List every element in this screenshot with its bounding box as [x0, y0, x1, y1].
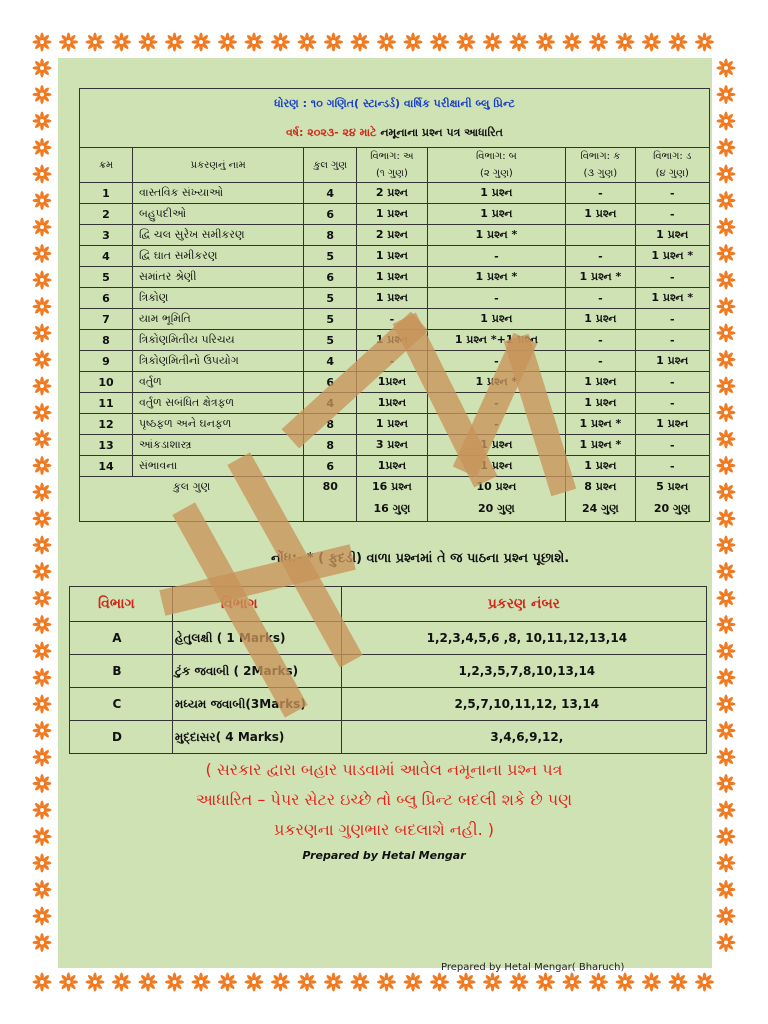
flower-ornament — [86, 33, 105, 52]
row-b: 1 પ્રશ્ન — [427, 204, 566, 225]
table-row — [80, 204, 710, 225]
row-chapter: વર્તુળ — [133, 372, 304, 393]
row-d: 1 પ્રશ્ન * — [635, 288, 709, 309]
flower-ornament — [717, 721, 736, 740]
row-no: 2 — [80, 204, 133, 225]
disclaimer-line-2: આધારિત – પેપર સેટર ઇચ્છે તો બ્લુ પ્રિન્ટ બદલી શકે છે પણ — [195, 790, 573, 809]
section-row — [70, 688, 707, 721]
flower-ornament — [33, 165, 52, 184]
flower-ornament — [717, 456, 736, 475]
row-total: 5 — [304, 288, 357, 309]
row-b: 1 પ્રશ્ન *+1 પ્રશ્ન — [427, 330, 566, 351]
flower-ornament — [536, 973, 555, 992]
flower-ornament — [717, 112, 736, 131]
row-d: - — [635, 393, 709, 414]
flower-ornament — [695, 973, 714, 992]
flower-ornament — [717, 907, 736, 926]
row-d: 1 પ્રશ્ન — [635, 225, 709, 246]
row-d: - — [635, 204, 709, 225]
row-c: - — [566, 183, 635, 204]
flower-ornament — [377, 33, 396, 52]
flower-ornament — [324, 973, 343, 992]
flower-ornament — [139, 33, 158, 52]
flower-ornament — [112, 33, 131, 52]
footer-credit: Prepared by Hetal Mengar( Bharuch) — [441, 962, 625, 973]
table-row — [80, 246, 710, 267]
flower-ornament — [33, 112, 52, 131]
flower-ornament — [192, 973, 211, 992]
section-row — [70, 721, 707, 754]
flower-ornament — [59, 973, 78, 992]
row-a: 3 પ્રશ્ન — [357, 435, 427, 456]
flower-ornament — [33, 721, 52, 740]
flower-ornament — [86, 973, 105, 992]
table-row — [80, 414, 710, 435]
flower-ornament — [33, 642, 52, 661]
row-b: - — [427, 393, 566, 414]
flower-ornament — [33, 324, 52, 343]
row-c: 1 પ્રશ્ન * — [566, 267, 635, 288]
row-c: - — [566, 330, 635, 351]
row-chapter: ત્રિકોણમિતીય પરિચય — [133, 330, 304, 351]
row-chapter: દ્વિ ચલ સુરેખ સમીકરણ — [133, 225, 304, 246]
row-no: 3 — [80, 225, 133, 246]
flower-ornament — [717, 589, 736, 608]
flower-ornament — [695, 33, 714, 52]
flower-ornament — [642, 33, 661, 52]
table-row — [80, 330, 710, 351]
row-chapter: વાસ્તવિક સંખ્યાઓ — [133, 183, 304, 204]
flower-ornament — [33, 589, 52, 608]
flower-ornament — [33, 191, 52, 210]
flower-ornament — [669, 973, 688, 992]
flower-ornament — [717, 668, 736, 687]
row-a: 1 પ્રશ્ન — [357, 246, 427, 267]
row-total: 6 — [304, 267, 357, 288]
row-no: 10 — [80, 372, 133, 393]
header-row — [80, 148, 710, 165]
header-d: વિભાગ: ડ — [635, 148, 709, 165]
row-no: 14 — [80, 456, 133, 477]
totals-b-marks: 20 ગુણ — [427, 497, 566, 522]
row-no: 6 — [80, 288, 133, 309]
flower-ornament — [717, 827, 736, 846]
row-d: - — [635, 267, 709, 288]
flower-ornament — [33, 907, 52, 926]
flower-ornament — [717, 138, 736, 157]
row-c: 1 પ્રશ્ન — [566, 204, 635, 225]
flower-ornament — [33, 377, 52, 396]
flower-ornament — [351, 33, 370, 52]
flower-ornament — [616, 973, 635, 992]
flower-ornament — [33, 615, 52, 634]
title-row-1 — [80, 89, 710, 120]
flower-ornament — [139, 973, 158, 992]
header-chapter: પ્રકરણનું નામ — [133, 148, 304, 183]
row-b: 1 પ્રશ્ન * — [427, 225, 566, 246]
subtitle — [80, 119, 710, 148]
totals-a-marks: 16 ગુણ — [357, 497, 427, 522]
row-c: 1 પ્રશ્ન * — [566, 435, 635, 456]
row-d: 1 પ્રશ્ન — [635, 351, 709, 372]
flower-ornament — [33, 244, 52, 263]
header-c: વિભાગ: ક — [566, 148, 635, 165]
flower-ornament — [404, 973, 423, 992]
section-type: હેતુલક્ષી ( 1 Marks) — [172, 622, 341, 655]
totals-label: કુલ ગુણ — [80, 477, 304, 522]
row-total: 4 — [304, 351, 357, 372]
flower-ornament — [33, 59, 52, 78]
flower-ornament — [33, 973, 52, 992]
flower-ornament — [717, 165, 736, 184]
section-row — [70, 655, 707, 688]
flower-ornament — [717, 297, 736, 316]
flower-ornament — [33, 774, 52, 793]
row-chapter: વર્તુળ સબંધિત ક્ષેત્રફળ — [133, 393, 304, 414]
row-c: 1 પ્રશ્ન * — [566, 414, 635, 435]
row-a: 1પ્રશ્ન — [357, 372, 427, 393]
row-b: - — [427, 351, 566, 372]
flower-ornament — [33, 218, 52, 237]
row-a: 1 પ્રશ્ન — [357, 414, 427, 435]
row-b: - — [427, 246, 566, 267]
row-total: 8 — [304, 414, 357, 435]
prepared-by: Prepared by Hetal Mengar — [302, 849, 466, 862]
flower-ornament — [33, 483, 52, 502]
section-letter: C — [70, 688, 173, 721]
section-header-2: વિભાગ — [172, 587, 341, 622]
row-c: - — [566, 351, 635, 372]
row-a: - — [357, 309, 427, 330]
totals-b-questions: 10 પ્રશ્ન — [427, 477, 566, 498]
row-c — [566, 225, 635, 246]
row-c: 1 પ્રશ્ન — [566, 372, 635, 393]
row-d: - — [635, 183, 709, 204]
flower-ornament — [717, 430, 736, 449]
flower-ornament — [717, 218, 736, 237]
flower-ornament — [510, 973, 529, 992]
row-total: 6 — [304, 372, 357, 393]
flower-ornament — [33, 138, 52, 157]
row-b: 1 પ્રશ્ન * — [427, 372, 566, 393]
flower-ornament — [165, 973, 184, 992]
table-row — [80, 351, 710, 372]
row-no: 4 — [80, 246, 133, 267]
disclaimer-line-3: પ્રકરણના ગુણભાર બદલાશે નહી. ) — [273, 820, 495, 839]
row-c: 1 પ્રશ્ન — [566, 309, 635, 330]
row-d: - — [635, 309, 709, 330]
flower-ornament — [669, 33, 688, 52]
row-d: - — [635, 456, 709, 477]
row-no: 11 — [80, 393, 133, 414]
header-no: ક્રમ — [80, 148, 133, 183]
row-a: 1 પ્રશ્ન — [357, 288, 427, 309]
section-table — [69, 586, 707, 754]
row-a: 2 પ્રશ્ન — [357, 225, 427, 246]
flower-ornament — [616, 33, 635, 52]
row-chapter: દ્વિ ઘાત સમીકરણ — [133, 246, 304, 267]
section-chapters: 1,2,3,4,5,6 ,8, 10,11,12,13,14 — [341, 622, 706, 655]
flower-ornament — [717, 324, 736, 343]
row-c: - — [566, 288, 635, 309]
flower-ornament — [33, 430, 52, 449]
section-chapters: 3,4,6,9,12, — [341, 721, 706, 754]
flower-ornament — [717, 748, 736, 767]
flower-ornament — [717, 59, 736, 78]
flower-ornament — [33, 33, 52, 52]
flower-ornament — [483, 973, 502, 992]
row-chapter: ત્રિકોણ — [133, 288, 304, 309]
flower-ornament — [33, 509, 52, 528]
subtitle-rest: નમૂનાના પ્રશ્ન પત્ર આધારિત — [380, 126, 503, 139]
section-letter: B — [70, 655, 173, 688]
totals-total: 80 — [304, 477, 357, 522]
row-chapter: સંભાવના — [133, 456, 304, 477]
section-chapters: 2,5,7,10,11,12, 13,14 — [341, 688, 706, 721]
flower-ornament — [717, 85, 736, 104]
row-no: 1 — [80, 183, 133, 204]
flower-ornament — [218, 33, 237, 52]
flower-ornament — [717, 615, 736, 634]
section-letter: A — [70, 622, 173, 655]
flower-ornament — [430, 973, 449, 992]
flower-ornament — [33, 748, 52, 767]
flower-ornament — [33, 827, 52, 846]
flower-ornament — [404, 33, 423, 52]
flower-ornament — [457, 973, 476, 992]
row-total: 6 — [304, 456, 357, 477]
row-no: 12 — [80, 414, 133, 435]
subtitle-year: વર્ષ: ૨૦૨૩- ૨૪ માટે — [286, 126, 377, 139]
header-a: વિભાગ: અ — [357, 148, 427, 165]
flower-ornament — [324, 33, 343, 52]
row-a: 1 પ્રશ્ન — [357, 204, 427, 225]
section-row — [70, 622, 707, 655]
table-row — [80, 435, 710, 456]
section-header-row — [70, 587, 707, 622]
row-total: 4 — [304, 183, 357, 204]
section-header-1: વિભાગ — [70, 587, 173, 622]
row-no: 7 — [80, 309, 133, 330]
row-c: 1 પ્રશ્ન — [566, 393, 635, 414]
flower-ornament — [483, 33, 502, 52]
totals-d-questions: 5 પ્રશ્ન — [635, 477, 709, 498]
flower-ornament — [33, 695, 52, 714]
row-chapter: સમાંતર શ્રેણી — [133, 267, 304, 288]
flower-ornament — [377, 973, 396, 992]
row-a: 1પ્રશ્ન — [357, 456, 427, 477]
row-b: 1 પ્રશ્ન — [427, 309, 566, 330]
flower-ornament — [536, 33, 555, 52]
flower-ornament — [589, 33, 608, 52]
flower-ornament — [717, 695, 736, 714]
flower-ornament — [33, 85, 52, 104]
flower-ornament — [298, 973, 317, 992]
section-type: ટુંક જવાબી ( 2Marks) — [172, 655, 341, 688]
table-row — [80, 393, 710, 414]
flower-ornament — [717, 483, 736, 502]
page-title: ધોરણ : ૧૦ ગણિત( સ્ટાન્ડર્ડ) વાર્ષિક પરીક્ષાની બ્લુ પ્રિન્ટ — [80, 89, 710, 120]
row-chapter: આંકડાશાસ્ત્ર — [133, 435, 304, 456]
flower-ornament — [33, 271, 52, 290]
flower-ornament — [33, 403, 52, 422]
row-a: 1 પ્રશ્ન — [357, 267, 427, 288]
row-a: 1 પ્રશ્ન — [357, 330, 427, 351]
row-chapter: બહુપદીઓ — [133, 204, 304, 225]
flower-ornament — [589, 973, 608, 992]
row-b: 1 પ્રશ્ન * — [427, 267, 566, 288]
row-total: 5 — [304, 309, 357, 330]
flower-ornament — [717, 403, 736, 422]
disclaimer-line-1: ( સરકાર દ્વારા બહાર પાડવામાં આવેલ નમૂનાના પ્રશ્ન પત્ર — [205, 760, 563, 779]
row-chapter: યામ ભૂમિતિ — [133, 309, 304, 330]
section-header-3: પ્રકરણ નંબર — [341, 587, 706, 622]
row-chapter: ત્રિકોણમિતીનો ઉપયોગ — [133, 351, 304, 372]
header-a-sub: (૧ ગુણ) — [357, 164, 427, 183]
flower-ornament — [717, 536, 736, 555]
flower-ornament — [298, 33, 317, 52]
table-row — [80, 225, 710, 246]
row-no: 9 — [80, 351, 133, 372]
flower-ornament — [717, 801, 736, 820]
flower-ornament — [33, 880, 52, 899]
row-d: - — [635, 372, 709, 393]
flower-ornament — [717, 880, 736, 899]
flower-ornament — [59, 33, 78, 52]
flower-ornament — [271, 33, 290, 52]
flower-ornament — [33, 456, 52, 475]
flower-ornament — [717, 933, 736, 952]
row-c: - — [566, 246, 635, 267]
flower-ornament — [563, 33, 582, 52]
flower-ornament — [717, 509, 736, 528]
flower-ornament — [717, 350, 736, 369]
row-chapter: પૃષ્ઠફળ અને ઘનફળ — [133, 414, 304, 435]
flower-ornament — [33, 668, 52, 687]
header-total: કુલ ગુણ — [304, 148, 357, 183]
row-b: 1 પ્રશ્ન — [427, 435, 566, 456]
flower-ornament — [33, 933, 52, 952]
footnote: નોંધ:- * ( ફુદડી) વાળા પ્રશ્નમાં તે જ પાઠના પ્રશ્ન પૂછાશે. — [271, 551, 570, 566]
totals-a-questions: 16 પ્રશ્ન — [357, 477, 427, 498]
title-row-2 — [80, 119, 710, 148]
table-row — [80, 309, 710, 330]
flower-ornament — [245, 973, 264, 992]
header-b-sub: (૨ ગુણ) — [427, 164, 566, 183]
row-b: - — [427, 414, 566, 435]
flower-ornament — [33, 350, 52, 369]
flower-ornament — [430, 33, 449, 52]
totals-d-marks: 20 ગુણ — [635, 497, 709, 522]
row-d: - — [635, 435, 709, 456]
row-total: 4 — [304, 393, 357, 414]
flower-ornament — [717, 191, 736, 210]
blueprint-table — [79, 88, 710, 522]
flower-ornament — [717, 562, 736, 581]
row-no: 13 — [80, 435, 133, 456]
totals-c-questions: 8 પ્રશ્ન — [566, 477, 635, 498]
row-d: 1 પ્રશ્ન — [635, 414, 709, 435]
flower-ornament — [457, 33, 476, 52]
row-total: 5 — [304, 246, 357, 267]
row-no: 8 — [80, 330, 133, 351]
flower-ornament — [717, 642, 736, 661]
section-type: મધ્યમ જવાબી(3Marks) — [172, 688, 341, 721]
flower-ornament — [112, 973, 131, 992]
row-b: 1 પ્રશ્ન — [427, 456, 566, 477]
row-c: 1 પ્રશ્ન — [566, 456, 635, 477]
flower-ornament — [33, 297, 52, 316]
totals-c-marks: 24 ગુણ — [566, 497, 635, 522]
flower-ornament — [717, 244, 736, 263]
flower-ornament — [563, 973, 582, 992]
flower-ornament — [218, 973, 237, 992]
section-type: મુદ્દાસર( 4 Marks) — [172, 721, 341, 754]
row-a: 2 પ્રશ્ન — [357, 183, 427, 204]
flower-ornament — [33, 536, 52, 555]
flower-ornament — [642, 973, 661, 992]
row-total: 5 — [304, 330, 357, 351]
table-row — [80, 183, 710, 204]
flower-ornament — [33, 801, 52, 820]
header-d-sub: (૪ ગુણ) — [635, 164, 709, 183]
header-b: વિભાગ: બ — [427, 148, 566, 165]
flower-ornament — [717, 271, 736, 290]
table-row — [80, 372, 710, 393]
row-total: 6 — [304, 204, 357, 225]
table-row — [80, 288, 710, 309]
row-total: 8 — [304, 225, 357, 246]
flower-ornament — [351, 973, 370, 992]
flower-ornament — [271, 973, 290, 992]
flower-ornament — [717, 774, 736, 793]
row-a: 1પ્રશ્ન — [357, 393, 427, 414]
row-d: - — [635, 330, 709, 351]
totals-row — [80, 477, 710, 498]
flower-ornament — [510, 33, 529, 52]
table-row — [80, 456, 710, 477]
flower-ornament — [245, 33, 264, 52]
header-c-sub: (૩ ગુણ) — [566, 164, 635, 183]
flower-ornament — [192, 33, 211, 52]
section-letter: D — [70, 721, 173, 754]
flower-ornament — [165, 33, 184, 52]
row-b: 1 પ્રશ્ન — [427, 183, 566, 204]
row-no: 5 — [80, 267, 133, 288]
table-row — [80, 267, 710, 288]
flower-ornament — [717, 377, 736, 396]
row-total: 8 — [304, 435, 357, 456]
flower-ornament — [33, 562, 52, 581]
row-a: - — [357, 351, 427, 372]
section-chapters: 1,2,3,5,7,8,10,13,14 — [341, 655, 706, 688]
row-b: - — [427, 288, 566, 309]
row-d: 1 પ્રશ્ન * — [635, 246, 709, 267]
